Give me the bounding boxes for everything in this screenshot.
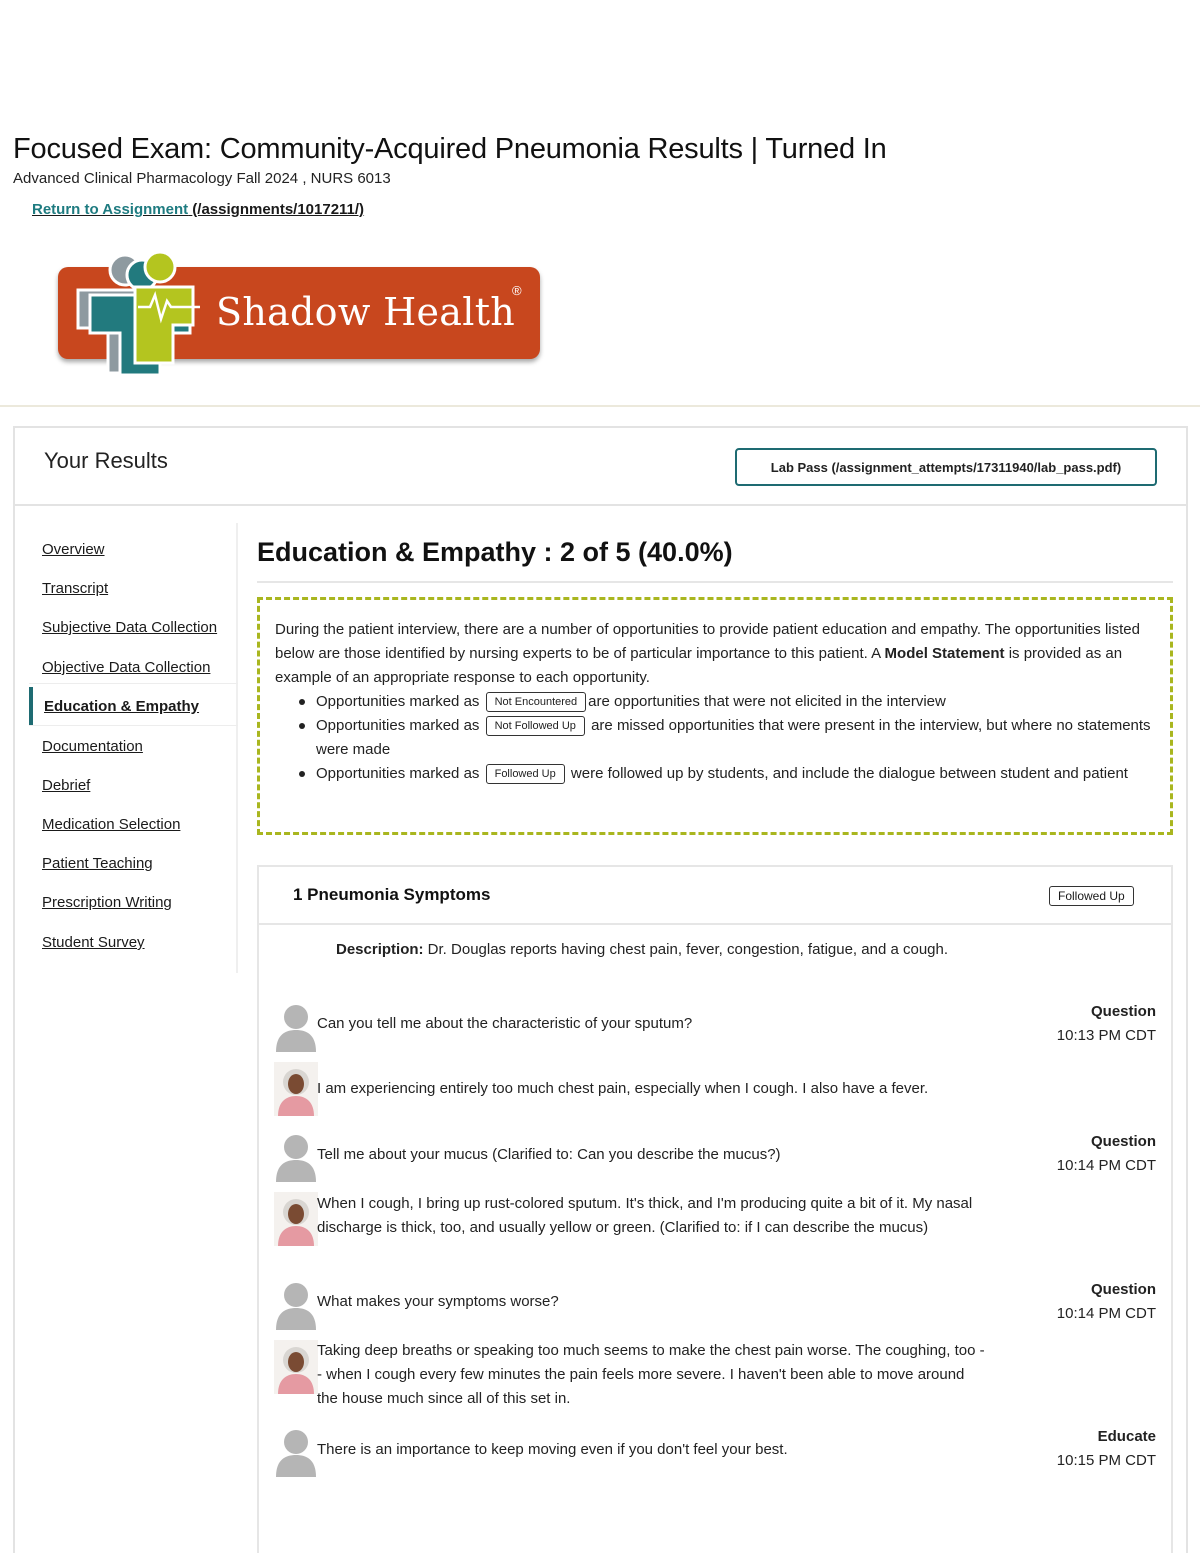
dialogue-time: 10:13 PM CDT (1056, 1027, 1156, 1044)
dialogue-message-student: Can you tell me about the characteristic of your sputum? (317, 1015, 693, 1032)
results-header (15, 428, 1186, 506)
dialogue-kind: Educate (1097, 1428, 1156, 1445)
dialogue-message-patient: When I cough, I bring up rust-colored sputum. It's thick, and I'm producing quite a bit of it. My nasal discharge is thick, too, and usually yellow or green. (Clarified to: if I can describe the mucus) (317, 1195, 973, 1236)
tag-not-encountered: Not Encountered (486, 692, 587, 712)
bullet-prefix: Opportunities marked as (316, 693, 480, 710)
header-divider (0, 405, 1200, 407)
sidebar-item-subjective-data-collection[interactable]: Subjective Data Collection (42, 619, 218, 636)
nav-active-top-line (29, 683, 238, 684)
student-avatar-icon (274, 1278, 318, 1332)
dialogue-time: 10:15 PM CDT (1056, 1452, 1156, 1469)
dialogue-time: 10:14 PM CDT (1056, 1305, 1156, 1322)
sidebar-item-objective-data-collection[interactable]: Objective Data Collection (42, 659, 211, 676)
info-box (257, 597, 1173, 835)
bullet-text: are missed opportunities that were present in the interview, but where no statements were made (316, 717, 1151, 758)
patient-avatar-icon (274, 1062, 318, 1116)
info-intro-b: is provided as an example of an appropriate response to each opportunity. (275, 645, 1123, 686)
sidebar-item-prescription-writing[interactable]: Prescription Writing (42, 894, 172, 911)
opportunity-title: 1 Pneumonia Symptoms (293, 885, 491, 904)
student-avatar-icon (274, 1425, 318, 1479)
page-title: Focused Exam: Community-Acquired Pneumonia Results | Turned In (13, 133, 887, 165)
dialogue-message-student: Tell me about your mucus (Clarified to: Can you describe the mucus?) (317, 1146, 781, 1163)
return-link-anchor[interactable] (32, 201, 364, 218)
sidebar-item-medication-selection[interactable]: Medication Selection (42, 816, 181, 833)
info-intro (275, 618, 1154, 690)
dialogue-time: 10:14 PM CDT (1056, 1157, 1156, 1174)
results-title: Your Results (44, 448, 168, 473)
logo-registered-mark: ® (512, 283, 522, 298)
section-title: Education & Empathy : 2 of 5 (40.0%) (257, 537, 733, 567)
info-bullet-followed-up (299, 762, 1154, 786)
info-bullet-not-encountered (299, 690, 1154, 714)
dialogue-meta (1040, 1000, 1156, 1048)
sidebar-item-student-survey[interactable]: Student Survey (42, 934, 145, 951)
patient-avatar-icon (274, 1192, 318, 1246)
sidebar-item-patient-teaching[interactable]: Patient Teaching (42, 855, 153, 872)
sidebar-item-transcript[interactable]: Transcript (42, 580, 109, 597)
dialogue-message-student: There is an importance to keep moving even if you don't feel your best. (317, 1441, 788, 1458)
bullet-text: are opportunities that were not elicited in the interview (588, 693, 946, 710)
bullet-prefix: Opportunities marked as (316, 717, 480, 734)
tag-followed-up: Followed Up (486, 764, 565, 784)
results-sidebar-nav (15, 523, 238, 973)
dialogue-kind: Question (1090, 1003, 1156, 1020)
patient-avatar-icon (274, 1340, 318, 1394)
return-to-assignment-link[interactable] (32, 201, 364, 218)
description-label: Description: (336, 941, 424, 958)
bullet-prefix: Opportunities marked as (316, 765, 480, 782)
info-legend-list (299, 690, 1154, 786)
course-subtitle: Advanced Clinical Pharmacology Fall 2024 , NURS 6013 (13, 170, 391, 187)
opportunity-status-badge: Followed Up (1049, 886, 1134, 906)
info-intro-a: During the patient interview, there are a number of opportunities to provide patient education and empathy. The opportunities listed below are those identified by nursing experts to be of particular importance to this patient. A (275, 621, 1140, 662)
dialogue-message-patient: Taking deep breaths or speaking too much seems to make the chest pain worse. The coughing, too -- when I cough every few minutes the pain feels more severe. I haven't been able to move around the house much since all of this set in. (317, 1342, 985, 1407)
info-intro-bold: Model Statement (884, 645, 1005, 662)
sidebar-item-documentation[interactable]: Documentation (42, 738, 143, 755)
opportunity-description (316, 937, 956, 962)
dialogue-meta (1040, 1278, 1156, 1326)
student-avatar-icon (274, 1130, 318, 1184)
nav-active-indicator (29, 687, 33, 725)
return-link-label: Return to Assignment (32, 201, 189, 218)
sidebar-item-debrief[interactable]: Debrief (42, 777, 91, 794)
nav-active-bottom-line (29, 725, 238, 726)
description-text: Dr. Douglas reports having chest pain, fever, congestion, fatigue, and a cough. (423, 941, 949, 958)
sidebar-item-education-empathy[interactable]: Education & Empathy (44, 698, 200, 715)
sidebar-item-overview[interactable]: Overview (42, 541, 105, 558)
lab-pass-button[interactable]: Lab Pass (/assignment_attempts/17311940/lab_pass.pdf) (735, 448, 1157, 486)
return-link-path: (/assignments/1017211/) (192, 201, 365, 218)
dialogue-message-patient: I am experiencing entirely too much chest pain, especially when I cough. I also have a fever. (317, 1080, 929, 1097)
student-avatar-icon (274, 1000, 318, 1054)
section-title-rule (257, 581, 1173, 583)
dialogue-message-student: What makes your symptoms worse? (317, 1293, 559, 1310)
dialogue-kind: Question (1090, 1133, 1156, 1150)
opportunity-card-header (259, 867, 1171, 925)
info-bullet-not-followed-up (299, 714, 1154, 762)
tag-not-followed-up: Not Followed Up (486, 716, 585, 736)
dialogue-meta (1040, 1130, 1156, 1178)
logo-brand-text: Shadow Health (216, 290, 516, 334)
shadow-health-logo (50, 245, 545, 380)
bullet-text: were followed up by students, and include the dialogue between student and patient (570, 765, 1128, 782)
dialogue-kind: Question (1090, 1281, 1156, 1298)
dialogue-meta (1040, 1425, 1156, 1473)
